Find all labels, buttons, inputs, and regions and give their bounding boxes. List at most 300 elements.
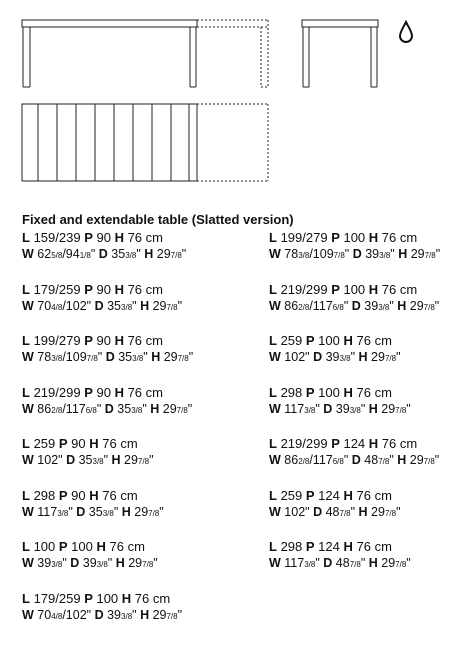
dimension-fraction: 3/8 [102, 508, 114, 518]
dimension-spec [269, 281, 475, 333]
dimension-value: " [177, 298, 183, 313]
dimension-key: P [331, 281, 340, 297]
spec-line-inch [269, 401, 475, 419]
dimension-value: 62 [33, 247, 52, 261]
dimension-value: 124 [314, 539, 340, 554]
dimension-key: D [351, 298, 361, 313]
spec-line-cm [22, 384, 272, 401]
dimension-value: " [434, 298, 440, 313]
dimension-value: 29 [120, 453, 138, 467]
dimension-value: 117 [33, 504, 58, 519]
dimension-value: 35 [107, 247, 126, 261]
dimension-value: 48 [332, 556, 350, 570]
spec-line-inch [22, 246, 272, 264]
dimension-value: " [435, 247, 441, 261]
table-front-view [22, 20, 268, 87]
dimension-value: 76 cm [123, 333, 163, 348]
dimension-value: 90 [67, 487, 86, 503]
dimension-key: P [84, 230, 93, 245]
dimension-fraction: 3/8 [349, 405, 361, 415]
dimension-value: 100 [339, 230, 366, 245]
dimension-value: " [136, 247, 141, 261]
dimension-value: 29 [130, 504, 149, 519]
dimension-value: 29 [377, 556, 396, 570]
dimension-fraction: 3/8 [304, 405, 316, 415]
dimension-key: P [58, 487, 68, 503]
dimension-value: 76 cm [98, 487, 138, 503]
dimension-value: 29 [124, 556, 143, 570]
spec-line-inch [22, 607, 272, 625]
dimension-value: 199/279 [276, 230, 328, 245]
dimension-fraction: 3/8 [298, 251, 310, 260]
dimension-unit: " [62, 556, 67, 570]
dimension-key: W [22, 556, 34, 570]
dimension-key: H [368, 401, 378, 416]
dimension-value: 29 [153, 247, 171, 261]
dimension-value: " [389, 453, 394, 467]
dimension-value: /109 [309, 247, 334, 261]
dimension-unit: " [315, 556, 320, 570]
dimension-value: 179/259 [29, 590, 81, 606]
spec-line-cm [269, 229, 475, 246]
table-top-view-slatted [22, 104, 268, 181]
dimension-value: " [434, 453, 440, 467]
dimension-unit: " [305, 350, 310, 364]
dimension-value: " [350, 350, 356, 364]
spec-line-inch [269, 298, 475, 316]
dimension-value: 78 [280, 247, 299, 261]
dimension-unit: " [97, 350, 103, 364]
dimension-key: W [269, 298, 281, 313]
dimension-key: L [22, 590, 30, 606]
spec-line-inch [269, 452, 475, 470]
dimension-spec [269, 384, 475, 436]
dimension-fraction: 7/8 [166, 302, 178, 312]
dimension-value: " [153, 556, 158, 570]
dimension-spec [22, 590, 272, 642]
dimension-value: /94 [62, 247, 80, 261]
dimension-key: W [269, 401, 281, 416]
spec-line-inch [22, 349, 272, 367]
dimension-value: /117 [62, 401, 86, 416]
dimension-value: 102 [280, 504, 306, 519]
dimension-fraction: 7/8 [333, 251, 345, 260]
dimension-key: H [397, 453, 407, 467]
dimension-fraction: 7/8 [176, 405, 188, 415]
spec-line-cm [22, 435, 272, 452]
dimension-key: D [94, 607, 104, 622]
dimension-key: H [144, 247, 154, 261]
specs-column-right [269, 229, 475, 590]
dimension-value: 29 [377, 401, 396, 416]
spec-line-cm [269, 487, 475, 504]
dimension-fraction: 6/8 [85, 405, 97, 415]
dimension-value: " [103, 453, 109, 467]
spec-line-cm [269, 332, 475, 349]
dimension-key: H [398, 247, 408, 261]
dimension-key: D [313, 504, 323, 519]
dimension-fraction: 2/8 [298, 302, 310, 312]
dimension-spec [269, 332, 475, 384]
dimension-value: " [177, 607, 183, 622]
dimension-key: H [368, 556, 378, 570]
dimension-value: " [149, 453, 154, 467]
dimension-value: 298 [276, 384, 303, 400]
dimension-key: H [114, 384, 124, 400]
dimension-value: 39 [360, 298, 379, 313]
dimension-value: " [360, 556, 366, 570]
dimension-unit: " [68, 504, 73, 519]
spec-line-cm [269, 384, 475, 401]
dimension-key: H [368, 281, 379, 297]
spec-line-inch [22, 452, 272, 470]
dimension-fraction: 3/8 [304, 560, 316, 569]
dimension-value: 76 cm [123, 384, 163, 400]
dimension-value: 76 cm [105, 539, 145, 554]
dimension-value: 29 [367, 350, 385, 364]
dimension-value: 259 [276, 333, 303, 348]
dimension-value: 86 [280, 453, 299, 467]
dimension-unit: " [96, 401, 102, 416]
dimension-value: 76 cm [352, 384, 392, 400]
dimension-value: 219/299 [276, 281, 328, 297]
dimension-unit: " [315, 401, 320, 416]
dimension-key: W [22, 453, 34, 467]
dimension-key: P [305, 333, 315, 348]
dimension-key: P [84, 333, 93, 348]
dimension-key: H [111, 453, 121, 467]
dimension-value: 117 [280, 401, 305, 416]
dimension-key: W [269, 350, 281, 364]
dimension-value: 29 [149, 607, 167, 622]
dimension-value: /117 [309, 298, 333, 313]
dimension-unit: " [58, 453, 63, 467]
dimension-value: 29 [367, 504, 385, 519]
dimension-key: W [269, 504, 281, 519]
dimension-value: 76 cm [378, 230, 418, 245]
dimension-value: 29 [406, 298, 424, 313]
dimension-value: 102 [280, 350, 306, 364]
dimension-key: P [58, 539, 68, 554]
dimension-value: 259 [29, 436, 56, 451]
dimension-fraction: 7/8 [384, 508, 397, 518]
dimension-key: P [305, 384, 315, 400]
dimension-value: 48 [322, 504, 340, 519]
dimension-fraction: 3/8 [51, 354, 63, 363]
dimension-value: 76 cm [98, 436, 138, 451]
dimension-fraction: 7/8 [378, 457, 390, 466]
dimension-key: H [151, 350, 161, 364]
dimension-spec [22, 538, 272, 590]
dimension-value: 29 [149, 298, 167, 313]
dimension-key: P [84, 590, 93, 606]
dimension-value: 29 [160, 350, 178, 364]
dimension-value: " [181, 247, 187, 261]
dimension-key: H [114, 230, 124, 245]
dimension-spec [22, 435, 272, 487]
dimension-key: H [368, 436, 379, 451]
dimension-key: H [89, 487, 99, 503]
dimension-key: H [115, 556, 125, 570]
spec-line-cm [22, 281, 272, 298]
dimension-value: " [132, 607, 137, 622]
dimension-key: D [323, 401, 333, 416]
dimension-spec [269, 435, 475, 487]
dimension-fraction: 3/8 [92, 457, 104, 466]
dimension-value: 124 [339, 436, 366, 451]
dimension-key: P [331, 230, 340, 245]
dimension-value: 100 [29, 539, 56, 554]
dimension-value: 100 [92, 590, 119, 606]
dimension-fraction: 7/8 [148, 508, 160, 518]
dimension-key: L [22, 539, 30, 554]
dimension-value: 86 [33, 401, 52, 416]
dimension-key: H [114, 281, 124, 297]
dimension-key: H [358, 504, 368, 519]
dimension-key: H [121, 590, 132, 606]
dimension-value: " [396, 504, 401, 519]
dimension-value: 78 [33, 350, 52, 364]
dimension-value: " [390, 247, 395, 261]
dimension-value: " [142, 401, 147, 416]
spec-line-inch [269, 246, 475, 264]
dimension-fraction: 3/8 [121, 302, 133, 312]
specs-column-left [22, 229, 272, 641]
dimension-value: " [143, 350, 148, 364]
dimension-value: 70 [33, 607, 52, 622]
dimension-value: 90 [92, 230, 111, 245]
dimension-value: 39 [361, 247, 380, 261]
dimension-fraction: 4/8 [51, 611, 63, 621]
dimension-fraction: 6/8 [332, 457, 344, 466]
dimension-value: " [187, 401, 193, 416]
dimension-value: 35 [113, 401, 132, 416]
dimension-unit: " [90, 247, 96, 261]
dimension-value: 29 [159, 401, 177, 416]
dimension-key: D [94, 298, 104, 313]
dimension-key: H [140, 298, 150, 313]
dimension-fraction: 7/8 [339, 508, 351, 518]
spec-line-inch [22, 401, 272, 419]
dimension-key: D [104, 401, 114, 416]
dimension-key: H [140, 607, 150, 622]
dimension-fraction: 2/8 [51, 405, 63, 415]
dimension-key: H [343, 384, 353, 400]
dimension-fraction: 7/8 [395, 405, 407, 415]
dimension-key: D [351, 453, 361, 467]
dimension-fraction: 7/8 [349, 560, 361, 569]
dimension-key: L [22, 436, 30, 451]
dimension-key: D [323, 556, 333, 570]
dimension-value: 298 [29, 487, 56, 503]
spec-line-cm [22, 538, 272, 555]
spec-line-cm [22, 332, 272, 349]
dimension-key: W [22, 298, 34, 313]
dimension-value: 48 [360, 453, 379, 467]
dimension-value: /102 [62, 298, 87, 313]
dimension-value: 76 cm [123, 281, 163, 297]
dimension-key: L [22, 281, 30, 297]
spec-line-cm [22, 229, 272, 246]
dimension-key: H [343, 487, 353, 503]
dimension-spec [22, 487, 272, 539]
spec-line-cm [269, 281, 475, 298]
dimension-fraction: 2/8 [298, 457, 310, 466]
dimension-fraction: 3/8 [379, 251, 391, 260]
dimension-key: H [114, 333, 124, 348]
dimension-key: L [22, 384, 30, 400]
dimension-fraction: 6/8 [332, 302, 344, 312]
dimension-fraction: 3/8 [121, 611, 133, 621]
spec-line-inch [22, 555, 272, 573]
dimension-fraction: 7/8 [423, 457, 435, 466]
dimension-spec [22, 281, 272, 333]
dimension-value: " [132, 298, 137, 313]
dimension-key: D [352, 247, 362, 261]
dimension-fraction: 3/8 [378, 302, 390, 312]
spec-line-inch [269, 555, 475, 573]
dimension-key: W [22, 350, 34, 364]
dimension-key: H [150, 401, 160, 416]
dimension-value: " [113, 504, 119, 519]
dimension-key: L [269, 539, 277, 554]
water-drop-icon [398, 20, 414, 44]
dimension-value: 298 [276, 539, 303, 554]
dimension-value: 39 [79, 556, 97, 570]
dimension-key: H [121, 504, 131, 519]
section-heading: Fixed and extendable table (Slatted version) [22, 212, 294, 227]
dimension-fraction: 1/8 [79, 251, 91, 260]
spec-line-cm [269, 435, 475, 452]
dimension-fraction: 7/8 [177, 354, 189, 363]
dimension-fraction: 7/8 [424, 251, 436, 260]
dimension-value: " [396, 350, 401, 364]
dimension-value: 76 cm [352, 487, 392, 503]
dimension-value: 39 [332, 401, 350, 416]
dimension-unit: " [343, 298, 349, 313]
dimension-value: 35 [75, 453, 93, 467]
dimension-value: " [188, 350, 194, 364]
dimension-value: 259 [276, 487, 303, 503]
dimension-key: W [22, 401, 34, 416]
dimension-fraction: 7/8 [142, 560, 154, 569]
dimension-key: L [269, 487, 277, 503]
dimension-key: D [66, 453, 76, 467]
dimension-key: H [368, 230, 379, 245]
dimension-value: " [406, 556, 411, 570]
dimension-key: D [98, 247, 108, 261]
dimension-spec [22, 384, 272, 436]
dimension-unit: " [86, 607, 92, 622]
dimension-key: P [305, 487, 315, 503]
dimension-value: 100 [339, 281, 366, 297]
dimension-key: D [105, 350, 115, 364]
dimension-spec [269, 538, 475, 590]
dimension-spec [22, 229, 272, 281]
dimension-value: " [159, 504, 164, 519]
dimension-value: 76 cm [378, 436, 418, 451]
dimension-value: 100 [314, 333, 340, 348]
dimension-key: H [358, 350, 368, 364]
dimension-key: W [269, 453, 281, 467]
dimension-value: " [107, 556, 113, 570]
dimension-key: P [331, 436, 340, 451]
dimension-value: 90 [92, 281, 111, 297]
dimension-unit: " [344, 247, 350, 261]
dimension-key: W [22, 607, 34, 622]
dimension-value: /102 [62, 607, 87, 622]
dimension-fraction: 7/8 [384, 354, 397, 363]
dimension-value: 39 [103, 607, 122, 622]
dimension-key: H [397, 298, 407, 313]
dimension-fraction: 4/8 [51, 302, 63, 312]
dimension-key: P [84, 384, 93, 400]
dimension-key: L [22, 333, 30, 348]
dimension-unit: " [86, 298, 92, 313]
dimension-key: L [22, 487, 30, 503]
dimension-value: 159/239 [29, 230, 81, 245]
dimension-value: 100 [314, 384, 340, 400]
dimension-key: P [84, 281, 93, 297]
dimension-value: " [350, 504, 356, 519]
dimension-key: L [269, 230, 277, 245]
dimension-value: /117 [309, 453, 333, 467]
spec-line-inch [22, 504, 272, 522]
dimension-fraction: 3/8 [51, 560, 63, 569]
dimension-value: 76 cm [131, 590, 171, 606]
dimension-value: 76 cm [352, 539, 392, 554]
dimension-value: /109 [62, 350, 87, 364]
dimension-key: L [269, 436, 277, 451]
spec-line-inch [22, 298, 272, 316]
dimension-key: D [313, 350, 323, 364]
dimension-value: 90 [92, 333, 111, 348]
dimension-key: W [22, 247, 34, 261]
dimension-value: 179/259 [29, 281, 81, 297]
table-side-view [302, 20, 378, 87]
spec-line-cm [22, 590, 272, 607]
dimension-key: L [269, 281, 277, 297]
dimension-value: 29 [407, 247, 425, 261]
dimension-fraction: 3/8 [339, 354, 351, 363]
dimension-spec [269, 487, 475, 539]
dimension-unit: " [305, 504, 310, 519]
dimension-value: 35 [114, 350, 133, 364]
dimension-key: H [343, 539, 353, 554]
dimension-fraction: 7/8 [137, 457, 150, 466]
dimension-key: L [269, 384, 277, 400]
dimension-fraction: 3/8 [57, 508, 69, 518]
spec-line-cm [22, 487, 272, 504]
dimension-key: W [22, 504, 34, 519]
dimension-value: 199/279 [29, 333, 81, 348]
dimension-spec [22, 332, 272, 384]
dimension-value: 29 [406, 453, 424, 467]
dimension-fraction: 3/8 [125, 251, 137, 260]
dimension-value: 70 [33, 298, 52, 313]
dimension-key: W [269, 556, 281, 570]
dimension-value: 76 cm [378, 281, 418, 297]
dimension-key: H [96, 539, 106, 554]
dimension-key: P [305, 539, 315, 554]
dimension-key: H [343, 333, 353, 348]
dimension-value: 86 [280, 298, 299, 313]
dimension-fraction: 3/8 [96, 560, 108, 569]
dimension-key: H [89, 436, 99, 451]
dimension-fraction: 3/8 [132, 354, 144, 363]
dimension-value: 102 [33, 453, 59, 467]
dimension-key: D [76, 504, 86, 519]
